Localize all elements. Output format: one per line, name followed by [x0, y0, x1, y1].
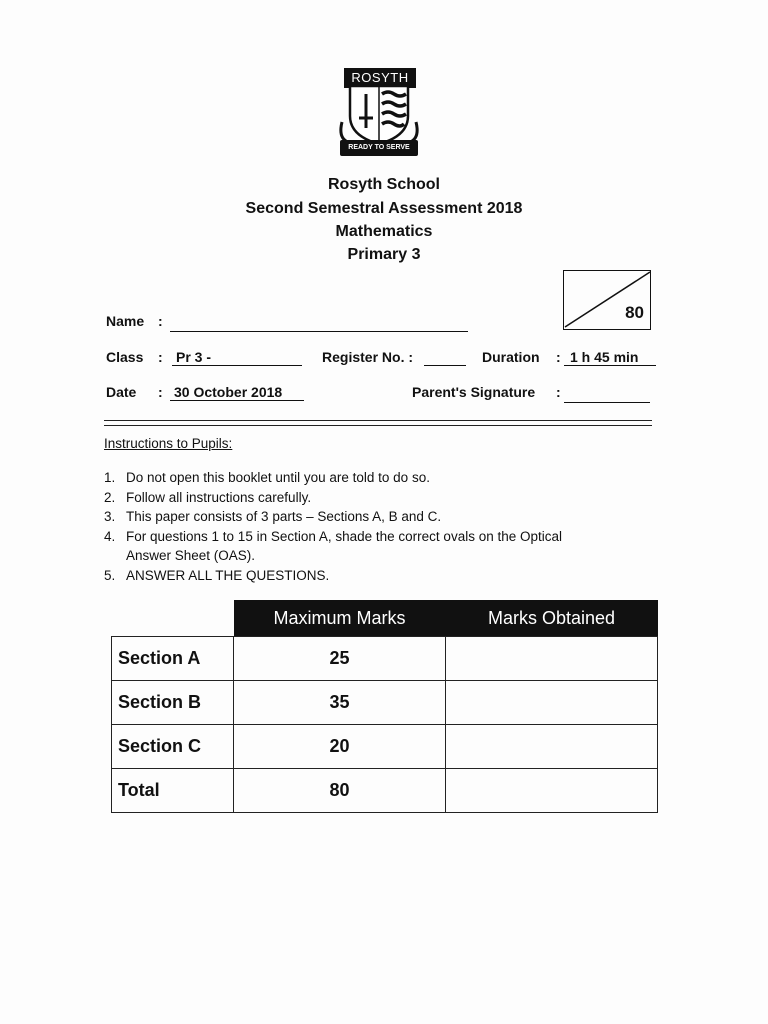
instruction-text: Do not open this booklet until you are told to do so.	[126, 470, 430, 485]
name-label: Name	[106, 313, 145, 329]
school-name: Rosyth School	[327, 176, 440, 193]
instruction-number: 2.	[104, 489, 116, 505]
crest-banner: ROSYTH	[344, 68, 416, 88]
max-marks: 25	[234, 637, 446, 681]
marks-table	[111, 600, 658, 813]
school-crest	[336, 68, 422, 160]
instruction-text: This paper consists of 3 parts – Sections A, B and C.	[126, 509, 442, 524]
list-item	[104, 488, 586, 508]
date-colon: :	[158, 384, 163, 400]
header-marks-obtained: Marks Obtained	[446, 600, 658, 637]
section-name: Section C	[112, 725, 234, 769]
class-colon: :	[158, 349, 163, 365]
register-label: Register No. :	[322, 349, 414, 365]
duration-field[interactable]: 1 h 45 min	[564, 349, 656, 366]
header-blank-cell	[112, 600, 234, 637]
duration-colon: :	[556, 349, 561, 365]
level-title: Primary 3	[347, 246, 421, 263]
marks-obtained-cell[interactable]	[446, 681, 658, 725]
crest-motto: READY TO SERVE	[340, 140, 418, 156]
crest-shield-icon	[336, 82, 422, 146]
instruction-number: 5.	[104, 567, 116, 583]
subject-title: Mathematics	[335, 223, 433, 240]
header-max-marks: Maximum Marks	[234, 600, 446, 637]
instructions-list	[104, 468, 586, 585]
score-box[interactable]	[563, 270, 651, 330]
list-item	[104, 507, 586, 527]
instructions-title: Instructions to Pupils:	[104, 436, 233, 451]
list-item	[104, 468, 586, 488]
instruction-text: ANSWER ALL THE QUESTIONS.	[126, 567, 330, 583]
table-row	[112, 769, 658, 813]
table-row	[112, 725, 658, 769]
section-name: Section B	[112, 681, 234, 725]
list-item	[104, 527, 586, 566]
date-label: Date	[106, 384, 137, 400]
marks-obtained-cell[interactable]	[446, 725, 658, 769]
max-marks: 35	[234, 681, 446, 725]
class-label: Class	[106, 349, 144, 365]
signature-label: Parent's Signature	[412, 384, 536, 400]
section-name: Section A	[112, 637, 234, 681]
signature-colon: :	[556, 384, 561, 400]
class-field[interactable]: Pr 3 -	[172, 349, 302, 366]
table-row	[112, 681, 658, 725]
instruction-number: 4.	[104, 528, 116, 544]
duration-label: Duration	[482, 349, 540, 365]
table-header-row	[112, 600, 658, 637]
instruction-number: 1.	[104, 470, 116, 485]
signature-field[interactable]	[564, 386, 650, 403]
table-row	[112, 637, 658, 681]
name-colon: :	[158, 313, 163, 329]
marks-obtained-cell[interactable]	[446, 769, 658, 813]
max-marks: 80	[234, 769, 446, 813]
instruction-text: For questions 1 to 15 in Section A, shade the correct ovals on the Optical Answer Sheet (OAS).	[126, 528, 563, 563]
score-total: 80	[625, 303, 644, 322]
marks-obtained-cell[interactable]	[446, 637, 658, 681]
assessment-title: Second Semestral Assessment 2018	[245, 200, 523, 217]
instruction-number: 3.	[104, 509, 116, 524]
name-field[interactable]	[170, 315, 468, 332]
register-field[interactable]	[424, 349, 466, 366]
header-divider	[104, 420, 652, 426]
section-name: Total	[112, 769, 234, 813]
list-item	[104, 566, 586, 586]
max-marks: 20	[234, 725, 446, 769]
instruction-text: Follow all instructions carefully.	[126, 489, 312, 505]
date-field[interactable]: 30 October 2018	[170, 384, 304, 401]
